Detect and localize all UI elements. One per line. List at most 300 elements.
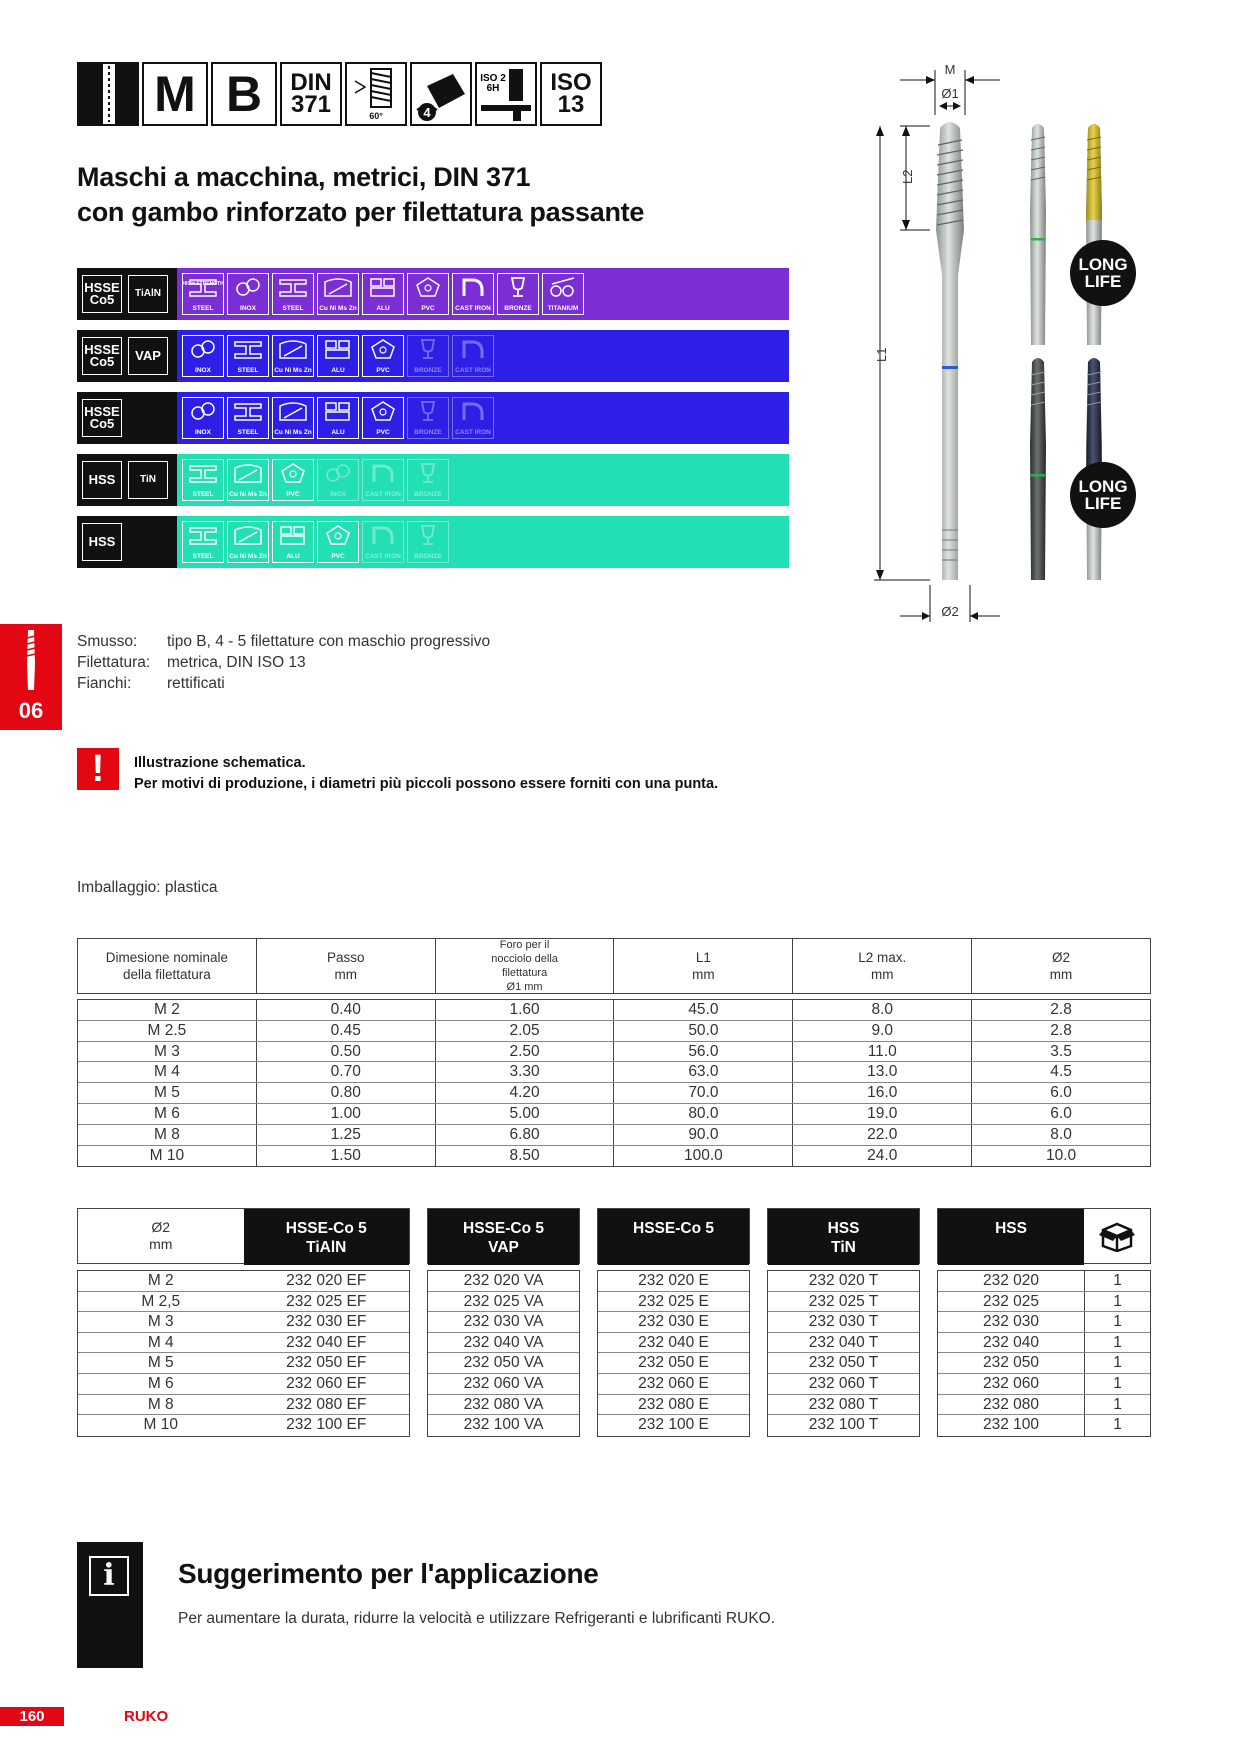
article-number-cell: 232 020 EF bbox=[286, 1272, 367, 1289]
product-drawing bbox=[860, 60, 1150, 630]
material-label: CAST IRON bbox=[365, 553, 401, 560]
warning-line-2: Per motivi di produzione, i diametri più piccoli possono essere forniti con una punta. bbox=[134, 776, 719, 792]
table-cell: M 5 bbox=[78, 1083, 257, 1103]
article-number-cell: 232 025 T bbox=[808, 1292, 879, 1310]
material-pvc-icon bbox=[317, 521, 359, 563]
column-header: Passo mm bbox=[257, 939, 436, 993]
material-label: PVC bbox=[421, 305, 435, 312]
iso-label: ISO bbox=[550, 69, 592, 96]
info-icon: i bbox=[89, 1556, 129, 1596]
tap-chapter-icon bbox=[0, 624, 62, 694]
type-badge bbox=[142, 62, 208, 126]
table-row bbox=[768, 1312, 919, 1333]
material-cu-ni-ms-zn-icon bbox=[227, 459, 269, 501]
table-row bbox=[598, 1374, 749, 1395]
material-label: INOX bbox=[195, 367, 211, 374]
table-row bbox=[938, 1415, 1150, 1436]
exclamation-icon: ! bbox=[77, 748, 119, 790]
table-row bbox=[428, 1415, 579, 1436]
page-title bbox=[77, 160, 644, 230]
article-table-body bbox=[767, 1270, 920, 1437]
table-cell: 8.50 bbox=[436, 1146, 615, 1167]
table-cell: 16.0 bbox=[793, 1083, 972, 1103]
material-label: STEEL bbox=[192, 491, 214, 498]
material-steel-icon bbox=[227, 335, 269, 377]
table-row bbox=[78, 1000, 1150, 1021]
svg-text:4: 4 bbox=[423, 105, 431, 120]
iso-badge bbox=[540, 62, 602, 126]
article-number-cell: 232 040 E bbox=[638, 1333, 709, 1351]
material-label: ALU bbox=[331, 367, 345, 374]
table-row bbox=[598, 1312, 749, 1333]
chamfer-letter: B bbox=[225, 66, 263, 122]
quantity-cell: 1 bbox=[1084, 1353, 1150, 1373]
article-block bbox=[597, 1208, 750, 1437]
material-titanium-icon bbox=[542, 273, 584, 315]
table-cell: 5.00 bbox=[436, 1104, 615, 1124]
material-pvc-icon bbox=[362, 335, 404, 377]
material-cast-iron-icon bbox=[452, 335, 494, 377]
table-row bbox=[78, 1104, 1150, 1125]
title-line-2: con gambo rinforzato per filettatura passante bbox=[77, 197, 645, 227]
article-number-cell: 232 020 VA bbox=[463, 1272, 544, 1289]
table-row bbox=[428, 1353, 579, 1374]
article-table-body bbox=[597, 1270, 750, 1437]
material-inox-icon bbox=[317, 459, 359, 501]
table-row bbox=[428, 1292, 579, 1313]
table-row bbox=[78, 1333, 409, 1354]
article-number-cell: 232 025 VA bbox=[463, 1292, 544, 1310]
material-cu-ni-ms-zn-icon bbox=[272, 335, 314, 377]
coating-tags bbox=[77, 392, 177, 444]
page-number: 160 bbox=[0, 1707, 64, 1726]
long-life-label: LONG LIFE bbox=[1078, 255, 1128, 291]
article-number-cell: 232 080 T bbox=[808, 1395, 879, 1413]
material-label: PVC bbox=[376, 367, 390, 374]
article-number-cell: 232 030 E bbox=[638, 1313, 709, 1331]
table-row bbox=[768, 1271, 919, 1292]
packaging-note: Imballaggio: plastica bbox=[77, 879, 218, 896]
table-cell: 11.0 bbox=[793, 1042, 972, 1062]
tip-title: Suggerimento per l'applicazione bbox=[178, 1558, 599, 1589]
article-number-cell: 232 020 T bbox=[808, 1272, 879, 1289]
size-cell: M 10 bbox=[143, 1416, 178, 1434]
material-label: STEEL bbox=[192, 553, 214, 560]
material-band bbox=[77, 454, 789, 506]
long-life-badge bbox=[1070, 240, 1136, 306]
table-cell: 80.0 bbox=[614, 1104, 793, 1124]
size-cell: M 8 bbox=[147, 1395, 174, 1413]
column-header: L2 max. mm bbox=[793, 939, 972, 993]
article-number-cell: 232 050 T bbox=[808, 1354, 879, 1372]
table-cell: 22.0 bbox=[793, 1125, 972, 1145]
table-cell: 0.80 bbox=[257, 1083, 436, 1103]
article-number-cell: 232 100 EF bbox=[286, 1416, 367, 1434]
material-cast-iron-icon bbox=[362, 459, 404, 501]
material-bronze-icon bbox=[407, 459, 449, 501]
table-row bbox=[938, 1312, 1150, 1333]
article-number-cell: 232 025 E bbox=[638, 1292, 709, 1310]
table-row bbox=[938, 1395, 1150, 1416]
table-cell: 2.50 bbox=[436, 1042, 615, 1062]
coating-tags bbox=[77, 268, 177, 320]
material-label: STEEL bbox=[237, 429, 259, 436]
material-bronze-icon bbox=[497, 273, 539, 315]
quantity-cell: 1 bbox=[1084, 1395, 1150, 1415]
table-cell: 4.5 bbox=[1050, 1063, 1072, 1081]
article-number-cell: 232 060 VA bbox=[463, 1374, 544, 1392]
material-label: CAST IRON bbox=[365, 491, 401, 498]
article-number-cell: 232 040 EF bbox=[286, 1333, 367, 1351]
article-table-body bbox=[77, 1270, 410, 1437]
column-header: Ø2 mm bbox=[1049, 950, 1073, 982]
table-row bbox=[78, 1146, 1150, 1167]
material-label: BRONZE bbox=[414, 491, 442, 498]
table-cell: 4.20 bbox=[436, 1083, 615, 1103]
material-label: PVC bbox=[286, 491, 300, 498]
material-steel-icon bbox=[182, 521, 224, 563]
table-cell: 9.0 bbox=[793, 1021, 972, 1041]
table-cell: 6.0 bbox=[1050, 1084, 1072, 1102]
article-number-cell: 232 050 bbox=[982, 1354, 1040, 1372]
article-number-cell: 232 030 VA bbox=[463, 1313, 544, 1331]
table-row bbox=[428, 1271, 579, 1292]
coating-header: HSS bbox=[938, 1209, 1084, 1265]
type-letter: M bbox=[154, 66, 196, 122]
material-band bbox=[77, 268, 789, 320]
dim-label-l1: L1 bbox=[874, 347, 889, 362]
material-label: CAST IRON bbox=[455, 305, 491, 312]
material-label: STEEL bbox=[192, 305, 214, 312]
size-cell: M 6 bbox=[147, 1374, 174, 1392]
material-grade-tag: HSS bbox=[82, 523, 122, 561]
tap-image-tin bbox=[1030, 358, 1046, 580]
table-cell: M 4 bbox=[78, 1062, 257, 1082]
table-row bbox=[768, 1292, 919, 1313]
size-cell: M 2,5 bbox=[141, 1292, 181, 1310]
table-row bbox=[78, 1415, 409, 1436]
table-cell: 2.8 bbox=[1050, 1021, 1072, 1039]
table-row bbox=[78, 1271, 409, 1292]
coating-tag: VAP bbox=[128, 337, 168, 375]
article-block-header bbox=[767, 1208, 920, 1264]
table-row bbox=[78, 1042, 1150, 1063]
article-number-cell: 232 080 VA bbox=[463, 1395, 544, 1413]
table-cell: 8.0 bbox=[793, 1000, 972, 1020]
material-steel-icon bbox=[182, 459, 224, 501]
material-label: ALU bbox=[331, 429, 345, 436]
table-cell: 24.0 bbox=[793, 1146, 972, 1167]
thread-profile-icon bbox=[351, 67, 401, 111]
article-number-cell: 232 060 bbox=[982, 1374, 1040, 1392]
material-icons bbox=[177, 268, 789, 320]
material-label: INOX bbox=[330, 491, 346, 498]
table-row bbox=[938, 1374, 1150, 1395]
dimension-table-header bbox=[77, 938, 1151, 994]
article-number-cell: 232 080 E bbox=[638, 1395, 709, 1413]
long-life-label: LONG LIFE bbox=[1078, 477, 1128, 513]
material-pvc-icon bbox=[407, 273, 449, 315]
thread-angle-label: 60° bbox=[369, 111, 383, 121]
material-grade-tag: HSS bbox=[82, 461, 122, 499]
dim-label-d1: Ø1 bbox=[941, 86, 959, 101]
material-label: TITANIUM bbox=[547, 305, 579, 312]
table-row bbox=[938, 1271, 1150, 1292]
coolant-badge bbox=[410, 62, 472, 126]
spec-key: Fianchi: bbox=[77, 675, 132, 692]
article-number-cell: 232 020 E bbox=[638, 1272, 709, 1289]
material-label: BRONZE bbox=[504, 305, 532, 312]
table-row bbox=[938, 1292, 1150, 1313]
dimension-table-body bbox=[77, 999, 1151, 1167]
svg-text:ISO 2: ISO 2 bbox=[480, 73, 506, 84]
article-number-cell: 232 100 T bbox=[808, 1416, 879, 1434]
tolerance-badge bbox=[475, 62, 537, 126]
info-bar bbox=[77, 1542, 143, 1668]
table-row bbox=[768, 1374, 919, 1395]
material-inox-icon bbox=[182, 397, 224, 439]
material-label: STEEL bbox=[282, 305, 304, 312]
article-block bbox=[937, 1208, 1151, 1437]
table-cell: 0.50 bbox=[257, 1042, 436, 1062]
spec-row bbox=[77, 673, 490, 694]
article-number-cell: 232 040 VA bbox=[463, 1333, 544, 1351]
coating-tags bbox=[77, 454, 177, 506]
iso-number: 13 bbox=[557, 91, 585, 118]
table-cell: 1.00 bbox=[257, 1104, 436, 1124]
article-block bbox=[427, 1208, 580, 1437]
coating-header: HSS TiN bbox=[768, 1209, 919, 1265]
material-cu-ni-ms-zn-icon bbox=[272, 397, 314, 439]
article-number-cell: 232 050 VA bbox=[463, 1354, 544, 1372]
material-label: INOX bbox=[240, 305, 256, 312]
material-label: STEEL bbox=[237, 367, 259, 374]
table-cell: 0.45 bbox=[257, 1021, 436, 1041]
table-cell: 0.70 bbox=[257, 1062, 436, 1082]
material-icons bbox=[177, 392, 789, 444]
table-row bbox=[598, 1333, 749, 1354]
svg-text:6H: 6H bbox=[486, 83, 500, 94]
dim-label-d2: Ø2 bbox=[941, 604, 959, 619]
din-number: 371 bbox=[290, 91, 332, 118]
article-number-cell: 232 100 E bbox=[638, 1416, 709, 1434]
tip-text: Per aumentare la durata, ridurre la velocità e utilizzare Refrigeranti e lubrificanti RUKO. bbox=[178, 1610, 776, 1627]
size-cell: M 2 bbox=[147, 1272, 174, 1289]
article-number-cell: 232 030 EF bbox=[286, 1313, 367, 1331]
tap-drawing-svg bbox=[860, 60, 1150, 630]
coating-tag: TiN bbox=[128, 461, 168, 499]
material-icons bbox=[177, 330, 789, 382]
table-row bbox=[428, 1374, 579, 1395]
table-cell: 70.0 bbox=[614, 1083, 793, 1103]
header-icon-strip bbox=[77, 62, 602, 126]
table-cell: 6.0 bbox=[1050, 1104, 1072, 1122]
material-label: INOX bbox=[195, 429, 211, 436]
table-cell: 45.0 bbox=[614, 1000, 793, 1020]
table-row bbox=[938, 1353, 1150, 1374]
table-row bbox=[768, 1353, 919, 1374]
material-label: Cu Ni Ms Zn bbox=[319, 305, 357, 312]
material-inox-icon bbox=[182, 335, 224, 377]
material-label: BRONZE bbox=[414, 553, 442, 560]
article-block bbox=[77, 1208, 410, 1437]
quantity-cell: 1 bbox=[1084, 1415, 1150, 1436]
article-number-cell: 232 030 T bbox=[808, 1313, 879, 1331]
long-life-badge bbox=[1070, 462, 1136, 528]
material-label: ALU bbox=[376, 305, 390, 312]
article-number-cell: 232 050 E bbox=[638, 1354, 709, 1372]
material-label: BRONZE bbox=[414, 429, 442, 436]
table-row bbox=[768, 1333, 919, 1354]
material-icons bbox=[177, 454, 789, 506]
dim-label-l2: L2 bbox=[900, 169, 915, 184]
table-row bbox=[78, 1292, 409, 1313]
article-number-cell: 232 060 EF bbox=[286, 1374, 367, 1392]
material-icons bbox=[177, 516, 789, 568]
spec-key: Filettatura: bbox=[77, 654, 151, 671]
article-number-cell: 232 100 VA bbox=[463, 1416, 544, 1434]
table-cell: 13.0 bbox=[793, 1062, 972, 1082]
material-band bbox=[77, 392, 789, 444]
material-label: Cu Ni Ms Zn bbox=[229, 553, 267, 560]
quantity-cell: 1 bbox=[1084, 1312, 1150, 1332]
material-cu-ni-ms-zn-icon bbox=[317, 273, 359, 315]
warning-line-1: Illustrazione schematica. bbox=[134, 755, 306, 771]
material-bronze-icon bbox=[407, 335, 449, 377]
table-row bbox=[768, 1395, 919, 1416]
material-steel-icon bbox=[227, 397, 269, 439]
material-label: Cu Ni Ms Zn bbox=[274, 367, 312, 374]
spec-value: tipo B, 4 - 5 filettature con maschio progressivo bbox=[167, 633, 491, 650]
material-sub-label: HIGH STRENGTH bbox=[182, 281, 224, 287]
size-cell: M 3 bbox=[147, 1313, 174, 1331]
spec-list bbox=[77, 631, 490, 694]
material-pvc-icon bbox=[272, 459, 314, 501]
thread-angle-badge bbox=[345, 62, 407, 126]
material-label: ALU bbox=[286, 553, 300, 560]
material-label: Cu Ni Ms Zn bbox=[229, 491, 267, 498]
article-number-cell: 232 080 bbox=[982, 1395, 1040, 1413]
table-row bbox=[78, 1395, 409, 1416]
table-row bbox=[428, 1395, 579, 1416]
brand-logo: RUKO bbox=[124, 1708, 169, 1725]
material-band bbox=[77, 516, 789, 568]
material-grade-tag: HSSE Co5 bbox=[82, 337, 122, 375]
coating-tags bbox=[77, 330, 177, 382]
table-row bbox=[78, 1125, 1150, 1146]
quantity-cell: 1 bbox=[1084, 1333, 1150, 1353]
table-row bbox=[598, 1271, 749, 1292]
table-cell: 100.0 bbox=[614, 1146, 793, 1167]
material-cu-ni-ms-zn-icon bbox=[227, 521, 269, 563]
material-label: CAST IRON bbox=[455, 429, 491, 436]
table-row bbox=[78, 1374, 409, 1395]
article-number-cell: 232 060 E bbox=[638, 1374, 709, 1392]
table-cell: 6.80 bbox=[436, 1125, 615, 1145]
article-number-cell: 232 030 bbox=[982, 1313, 1040, 1331]
material-inox-icon bbox=[227, 273, 269, 315]
material-grade-tag: HSSE Co5 bbox=[82, 399, 122, 437]
material-label: BRONZE bbox=[414, 367, 442, 374]
box-icon bbox=[1084, 1209, 1150, 1263]
material-cast-iron-icon bbox=[362, 521, 404, 563]
material-alu-icon bbox=[317, 397, 359, 439]
spec-key: Smusso: bbox=[77, 633, 138, 650]
material-cast-iron-icon bbox=[452, 397, 494, 439]
size-header: Ø2 mm bbox=[149, 1219, 173, 1252]
table-cell: M 6 bbox=[78, 1104, 257, 1124]
coating-tags bbox=[77, 516, 177, 568]
article-number-cell: 232 020 bbox=[982, 1272, 1040, 1289]
column-header: Dimesione nominale della filettatura bbox=[78, 939, 257, 993]
quantity-cell: 1 bbox=[1084, 1271, 1150, 1291]
article-number-cell: 232 080 EF bbox=[286, 1395, 367, 1413]
material-steel-icon bbox=[182, 273, 224, 315]
material-label: CAST IRON bbox=[455, 367, 491, 374]
spec-value: rettificati bbox=[167, 675, 225, 692]
warning-note bbox=[77, 748, 718, 795]
material-band bbox=[77, 330, 789, 382]
table-row bbox=[78, 1312, 409, 1333]
tolerance-icon bbox=[477, 65, 535, 123]
material-label: PVC bbox=[376, 429, 390, 436]
table-row bbox=[938, 1333, 1150, 1354]
table-row bbox=[428, 1312, 579, 1333]
article-block-header bbox=[427, 1208, 580, 1264]
article-block-header bbox=[597, 1208, 750, 1264]
table-cell: 3.5 bbox=[1050, 1042, 1072, 1060]
article-number-cell: 232 025 EF bbox=[286, 1292, 367, 1310]
article-block-header bbox=[77, 1208, 410, 1264]
table-cell: 3.30 bbox=[436, 1062, 615, 1082]
article-number-cell: 232 100 bbox=[982, 1416, 1040, 1434]
table-cell: M 2 bbox=[78, 1000, 257, 1020]
coating-tag: TiAlN bbox=[128, 275, 168, 313]
table-row bbox=[598, 1353, 749, 1374]
din-label: DIN bbox=[290, 69, 332, 96]
material-alu-icon bbox=[317, 335, 359, 377]
coating-header: HSSE-Co 5 TiAlN bbox=[244, 1209, 410, 1265]
article-block bbox=[767, 1208, 920, 1437]
column-header: L1 mm bbox=[614, 939, 793, 993]
table-cell: 56.0 bbox=[614, 1042, 793, 1062]
table-row bbox=[598, 1415, 749, 1436]
table-cell: 1.60 bbox=[436, 1000, 615, 1020]
table-cell: 8.0 bbox=[1050, 1125, 1072, 1143]
quantity-cell: 1 bbox=[1084, 1374, 1150, 1394]
dim-label-m: M bbox=[944, 62, 956, 77]
article-number-cell: 232 050 EF bbox=[286, 1354, 367, 1372]
article-table-body bbox=[427, 1270, 580, 1437]
table-cell: 90.0 bbox=[614, 1125, 793, 1145]
article-block-header bbox=[937, 1208, 1151, 1264]
material-alu-icon bbox=[362, 273, 404, 315]
size-cell: M 4 bbox=[147, 1333, 174, 1351]
coolant-icon bbox=[413, 66, 469, 122]
table-cell: M 2.5 bbox=[78, 1021, 257, 1041]
material-grade-tag: HSSE Co5 bbox=[82, 275, 122, 313]
table-cell: M 3 bbox=[78, 1042, 257, 1062]
table-row bbox=[78, 1021, 1150, 1042]
material-pvc-icon bbox=[362, 397, 404, 439]
din-badge bbox=[280, 62, 342, 126]
table-row bbox=[78, 1083, 1150, 1104]
spec-row bbox=[77, 631, 490, 652]
material-bronze-icon bbox=[407, 397, 449, 439]
chapter-number: 06 bbox=[18, 698, 44, 723]
table-cell: 2.05 bbox=[436, 1021, 615, 1041]
chamfer-badge bbox=[211, 62, 277, 126]
